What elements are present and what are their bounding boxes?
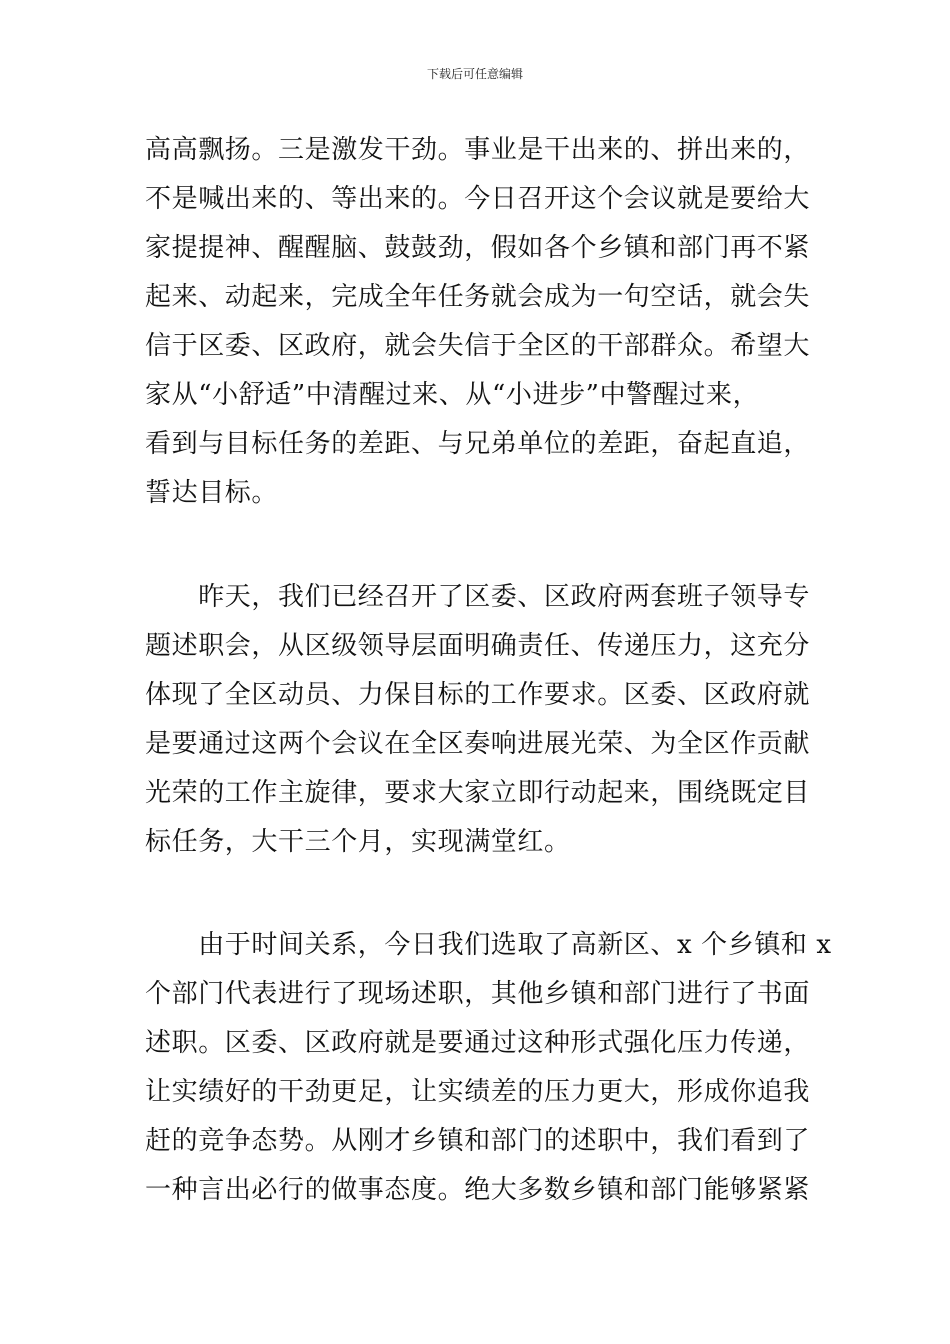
text-line: 光荣的工作主旋律，要求大家立即行动起来，围绕既定目: [145, 778, 811, 808]
text-line: 由于时间关系，今日我们选取了高新区、x 个乡镇和 x: [145, 930, 832, 960]
text-line: 不是喊出来的、等出来的。今日召开这个会议就是要给大: [145, 184, 811, 214]
text-line: 信于区委、区政府，就会失信于全区的干部群众。希望大: [145, 331, 811, 361]
text-line: 看到与目标任务的差距、与兄弟单位的差距，奋起直追，: [145, 429, 811, 459]
text-line: 高高飘扬。三是激发干劲。事业是干出来的、拼出来的，: [145, 135, 811, 165]
text-line: 让实绩好的干劲更足，让实绩差的压力更大，形成你追我: [145, 1077, 811, 1107]
text-line: 述职。区委、区政府就是要通过这种形式强化压力传递，: [145, 1028, 811, 1058]
text-line: 标任务，大干三个月，实现满堂红。: [145, 827, 571, 857]
paragraph-2: [145, 573, 810, 867]
text-line: 是要通过这两个会议在全区奏响进展光荣、为全区作贡献: [145, 729, 811, 759]
text-line: 赶的竞争态势。从刚才乡镇和部门的述职中，我们看到了: [145, 1126, 811, 1156]
text-line: 家从“小舒适”中清醒过来、从“小进步”中警醒过来，: [145, 380, 760, 410]
text-line: 誓达目标。: [145, 478, 279, 508]
text-line: 昨天，我们已经召开了区委、区政府两套班子领导专: [145, 582, 811, 612]
text-line: 体现了全区动员、力保目标的工作要求。区委、区政府就: [145, 680, 811, 710]
text-line: 一种言出必行的做事态度。绝大多数乡镇和部门能够紧紧: [145, 1175, 811, 1205]
text-line: 起来、动起来，完成全年任务就会成为一句空话，就会失: [145, 282, 811, 312]
text-line: 个部门代表进行了现场述职，其他乡镇和部门进行了书面: [145, 979, 811, 1009]
paragraph-1: [145, 126, 810, 518]
paragraph-3: [145, 921, 832, 1215]
text-line: 家提提神、醒醒脑、鼓鼓劲，假如各个乡镇和部门再不紧: [145, 233, 811, 263]
page-header-note: 下载后可任意编辑: [426, 67, 523, 81]
text-line: 题述职会，从区级领导层面明确责任、传递压力，这充分: [145, 631, 811, 661]
